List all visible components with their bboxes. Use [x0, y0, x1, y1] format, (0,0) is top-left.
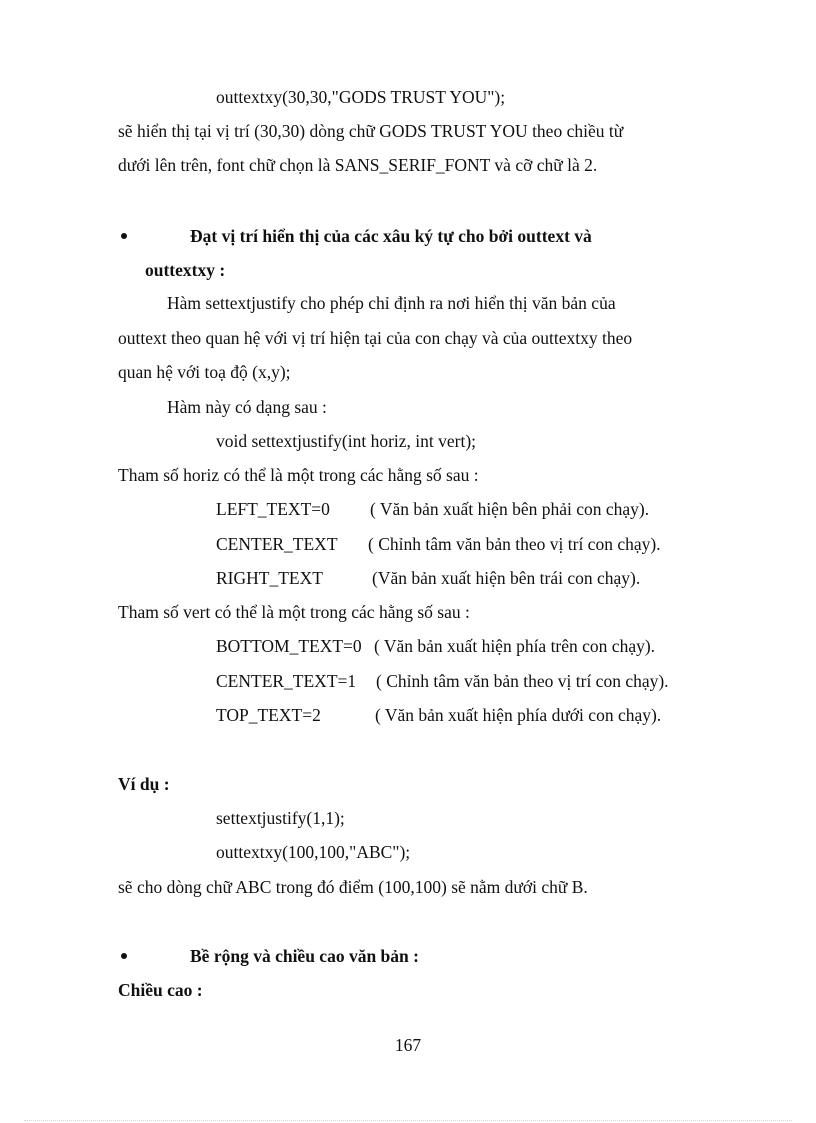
code-line: outtextxy(100,100,"ABC"); — [216, 842, 411, 862]
section-heading: Bề rộng và chiều cao văn bản : — [190, 946, 419, 966]
constant-name: CENTER_TEXT=1 — [216, 671, 357, 691]
sub-heading: Chiều cao : — [118, 980, 203, 1000]
section-heading: Đạt vị trí hiển thị của các xâu ký tự cho bởi outtext và — [190, 226, 592, 246]
page-number: 167 — [394, 1035, 422, 1055]
paragraph-line: Tham số vert có thể là một trong các hằng số sau : — [118, 602, 470, 622]
paragraph-line: sẽ hiển thị tại vị trí (30,30) dòng chữ GODS TRUST YOU theo chiều từ — [118, 121, 624, 141]
constant-name: BOTTOM_TEXT=0 — [216, 636, 362, 656]
constant-name: RIGHT_TEXT — [216, 568, 323, 588]
constant-description: ( Văn bản xuất hiện phía dưới con chạy). — [375, 705, 662, 725]
code-line: outtextxy(30,30,"GODS TRUST YOU"); — [216, 87, 506, 107]
bullet-icon — [121, 233, 127, 239]
section-heading-continued: outtextxy : — [145, 260, 226, 280]
example-heading: Ví dụ : — [118, 774, 170, 794]
constant-description: (Văn bản xuất hiện bên trái con chạy). — [372, 568, 641, 588]
code-line: void settextjustify(int horiz, int vert); — [216, 431, 477, 451]
constant-description: ( Văn bản xuất hiện bên phải con chạy). — [370, 499, 650, 519]
constant-name: TOP_TEXT=2 — [216, 705, 321, 725]
bullet-icon — [121, 953, 127, 959]
paragraph-line: outtext theo quan hệ với vị trí hiện tại của con chạy và của outtextxy theo — [118, 328, 633, 348]
code-line: settextjustify(1,1); — [216, 808, 345, 828]
paragraph-line: quan hệ với toạ độ (x,y); — [118, 362, 291, 382]
constant-description: ( Chỉnh tâm văn bản theo vị trí con chạy). — [376, 671, 669, 691]
paragraph-line: dưới lên trên, font chữ chọn là SANS_SERIF_FONT và cỡ chữ là 2. — [118, 155, 598, 175]
page-edge-divider — [24, 1120, 792, 1121]
constant-description: ( Chỉnh tâm văn bản theo vị trí con chạy). — [368, 534, 661, 554]
constant-name: LEFT_TEXT=0 — [216, 499, 330, 519]
paragraph-line: sẽ cho dòng chữ ABC trong đó điểm (100,100) sẽ nằm dưới chữ B. — [118, 877, 588, 897]
paragraph-line: Tham số horiz có thể là một trong các hằng số sau : — [118, 465, 479, 485]
constant-description: ( Văn bản xuất hiện phía trên con chạy). — [374, 636, 656, 656]
paragraph-line: Hàm settextjustify cho phép chỉ định ra nơi hiển thị văn bản của — [167, 293, 616, 313]
constant-name: CENTER_TEXT — [216, 534, 338, 554]
paragraph-line: Hàm này có dạng sau : — [167, 397, 327, 417]
